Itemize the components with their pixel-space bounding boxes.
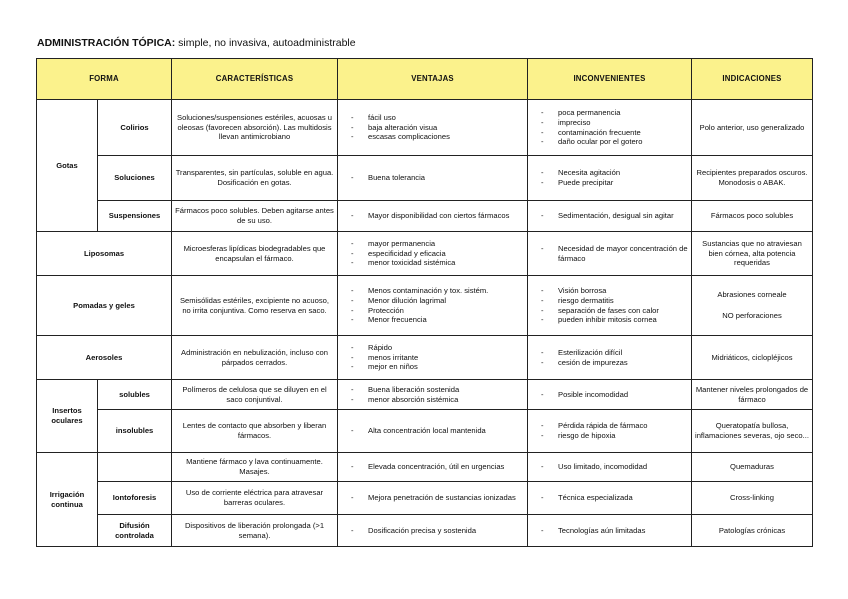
caracteristicas-iontoforesis: Uso de corriente eléctrica para atravesar barreras oculares.: [172, 482, 338, 515]
title-rest: simple, no invasiva, autoadministrable: [175, 37, 356, 49]
inconvenientes-solubles: [528, 380, 692, 410]
group-aerosoles: Aerosoles: [37, 336, 172, 380]
caracteristicas-aerosoles: Administración en nebulización, incluso con párpados cerrados.: [172, 336, 338, 380]
table-row-insolubles: [37, 410, 813, 453]
list-item: - Sedimentación, desigual sin agitar: [541, 211, 688, 221]
list-item: - Protección: [351, 306, 524, 316]
list-item: - menor absorción sistémica: [351, 395, 524, 405]
list-item: - Esterilización difícil: [541, 348, 688, 358]
indicaciones-iontoforesis: Cross-linking: [692, 482, 813, 515]
list-item: - Dosificación precisa y sostenida: [351, 526, 524, 536]
list-item: - Buena liberación sostenida: [351, 385, 524, 395]
list-item: - Uso limitado, incomodidad: [541, 462, 688, 472]
caracteristicas-insolubles: Lentes de contacto que absorben y liberan fármacos.: [172, 410, 338, 453]
list-item: - especificidad y eficacia: [351, 249, 524, 259]
inconvenientes-irrigacion: [528, 453, 692, 482]
inconvenientes-insolubles: [528, 410, 692, 453]
list-item: - Tecnologías aún limitadas: [541, 526, 688, 536]
list-item: - Puede precipitar: [541, 178, 688, 188]
document-title: [37, 37, 356, 49]
header-indicaciones: INDICACIONES: [692, 59, 813, 100]
indicaciones-colirios: Polo anterior, uso generalizado: [692, 100, 813, 156]
ventajas-liposomas: [338, 232, 528, 276]
header-row: [37, 59, 813, 100]
list-item: - contaminación frecuente: [541, 128, 688, 138]
indicaciones-difusion: Patologías crónicas: [692, 515, 813, 547]
list-item: - Visión borrosa: [541, 286, 688, 296]
inconvenientes-colirios: [528, 100, 692, 156]
caracteristicas-solubles: Polímeros de celulosa que se diluyen en el saco conjuntival.: [172, 380, 338, 410]
indicaciones-aerosoles: Midriáticos, ciclopléjicos: [692, 336, 813, 380]
list-item: - Elevada concentración, útil en urgencias: [351, 462, 524, 472]
list-item: - mayor permanencia: [351, 239, 524, 249]
caracteristicas-colirios: Soluciones/suspensiones estériles, acuosas u oleosas (favorecen absorción). Las multidosis llevan antimicrobiano: [172, 100, 338, 156]
title-bold: ADMINISTRACIÓN TÓPICA:: [37, 37, 176, 49]
caracteristicas-irrigacion: Mantiene fármaco y lava continuamente. Masajes.: [172, 453, 338, 482]
group-gotas: Gotas: [37, 100, 98, 232]
list-item: - mejor en niños: [351, 362, 524, 372]
list-item: - Mayor disponibilidad con ciertos fármacos: [351, 211, 524, 221]
indicaciones-pomadas: [692, 276, 813, 336]
caracteristicas-pomadas: Semisólidas estériles, excipiente no acuoso, no irrita conjuntiva. Como reserva en saco.: [172, 276, 338, 336]
sub-suspensiones: Suspensiones: [98, 201, 172, 232]
group-pomadas: Pomadas y geles: [37, 276, 172, 336]
ventajas-irrigacion: [338, 453, 528, 482]
table-row-soluciones: [37, 156, 813, 201]
group-liposomas: Liposomas: [37, 232, 172, 276]
ventajas-suspensiones: [338, 201, 528, 232]
list-item: - separación de fases con calor: [541, 306, 688, 316]
list-item: - escasas complicaciones: [351, 132, 524, 142]
list-item: - Menor frecuencia: [351, 315, 524, 325]
table-row-suspensiones: [37, 201, 813, 232]
list-item: - menor toxicidad sistémica: [351, 258, 524, 268]
sub-soluciones: Soluciones: [98, 156, 172, 201]
list-item: - Rápido: [351, 343, 524, 353]
caracteristicas-soluciones: Transparentes, sin partículas, soluble en agua. Dosificación en gotas.: [172, 156, 338, 201]
list-item: - Posible incomodidad: [541, 390, 688, 400]
list-item: - riesgo dermatitis: [541, 296, 688, 306]
header-caracteristicas: CARACTERÍSTICAS: [172, 59, 338, 100]
table-row-pomadas: [37, 276, 813, 336]
inconvenientes-difusion: [528, 515, 692, 547]
inconvenientes-iontoforesis: [528, 482, 692, 515]
table-row-irrigacion: [37, 453, 813, 482]
inconvenientes-suspensiones: [528, 201, 692, 232]
caracteristicas-liposomas: Microesferas lipídicas biodegradables que encapsulan el fármaco.: [172, 232, 338, 276]
sub-colirios: Colirios: [98, 100, 172, 156]
ventajas-solubles: [338, 380, 528, 410]
inconvenientes-aerosoles: [528, 336, 692, 380]
list-item: - Pérdida rápida de fármaco: [541, 421, 688, 431]
header-forma: FORMA: [37, 59, 172, 100]
list-item: - Necesita agitación: [541, 168, 688, 178]
list-item: - Alta concentración local mantenida: [351, 426, 524, 436]
list-item: - impreciso: [541, 118, 688, 128]
group-irrigacion: Irrigación continua: [37, 453, 98, 547]
group-insertos: Insertos oculares: [37, 380, 98, 453]
indicaciones-soluciones: Recipientes preparados oscuros. Monodosis o ABAK.: [692, 156, 813, 201]
sub-irrigacion-empty: [98, 453, 172, 482]
table-row-difusion: [37, 515, 813, 547]
inconvenientes-soluciones: [528, 156, 692, 201]
indicaciones-suspensiones: Fármacos poco solubles: [692, 201, 813, 232]
table-row-iontoforesis: [37, 482, 813, 515]
list-item: - riesgo de hipoxia: [541, 431, 688, 441]
ventajas-aerosoles: [338, 336, 528, 380]
ventajas-colirios: [338, 100, 528, 156]
ventajas-iontoforesis: [338, 482, 528, 515]
inconvenientes-liposomas: [528, 232, 692, 276]
table-row-aerosoles: [37, 336, 813, 380]
table-row-solubles: [37, 380, 813, 410]
list-item: - Técnica especializada: [541, 493, 688, 503]
caracteristicas-suspensiones: Fármacos poco solubles. Deben agitarse antes de su uso.: [172, 201, 338, 232]
indicaciones-insolubles: Queratopatía bullosa, inflamaciones severas, ojo seco...: [692, 410, 813, 453]
list-item: - Buena tolerancia: [351, 173, 524, 183]
list-item: - Necesidad de mayor concentración de fármaco: [541, 244, 688, 264]
inconvenientes-pomadas: [528, 276, 692, 336]
sub-solubles: solubles: [98, 380, 172, 410]
ventajas-insolubles: [338, 410, 528, 453]
list-item: - Mejora penetración de sustancias ionizadas: [351, 493, 524, 503]
list-item: - cesión de impurezas: [541, 358, 688, 368]
ventajas-pomadas: [338, 276, 528, 336]
list-item: - pueden inhibir mitosis cornea: [541, 315, 688, 325]
ventajas-difusion: [338, 515, 528, 547]
indicaciones-liposomas: Sustancias que no atraviesan bien córnea, alta potencia requeridas: [692, 232, 813, 276]
sub-insolubles: insolubles: [98, 410, 172, 453]
sub-iontoforesis: Iontoforesis: [98, 482, 172, 515]
header-inconvenientes: INCONVENIENTES: [528, 59, 692, 100]
list-item: - daño ocular por el gotero: [541, 137, 688, 147]
caracteristicas-difusion: Dispositivos de liberación prolongada (>1 semana).: [172, 515, 338, 547]
indicaciones-solubles: Mantener niveles prolongados de fármaco: [692, 380, 813, 410]
list-item: - menos irritante: [351, 353, 524, 363]
indicaciones-irrigacion: Quemaduras: [692, 453, 813, 482]
table-row-colirios: [37, 100, 813, 156]
table-row-liposomas: [37, 232, 813, 276]
list-item: - fácil uso: [351, 113, 524, 123]
list-item: - Menor dilución lagrimal: [351, 296, 524, 306]
topical-administration-table: [36, 58, 813, 547]
indicacion-abrasiones: Abrasiones corneale: [717, 290, 787, 300]
header-ventajas: VENTAJAS: [338, 59, 528, 100]
ventajas-soluciones: [338, 156, 528, 201]
list-item: - poca permanencia: [541, 108, 688, 118]
sub-difusion: Difusión controlada: [98, 515, 172, 547]
list-item: - baja alteración visua: [351, 123, 524, 133]
list-item: - Menos contaminación y tox. sistém.: [351, 286, 524, 296]
indicacion-no-perforaciones: NO perforaciones: [722, 311, 782, 320]
